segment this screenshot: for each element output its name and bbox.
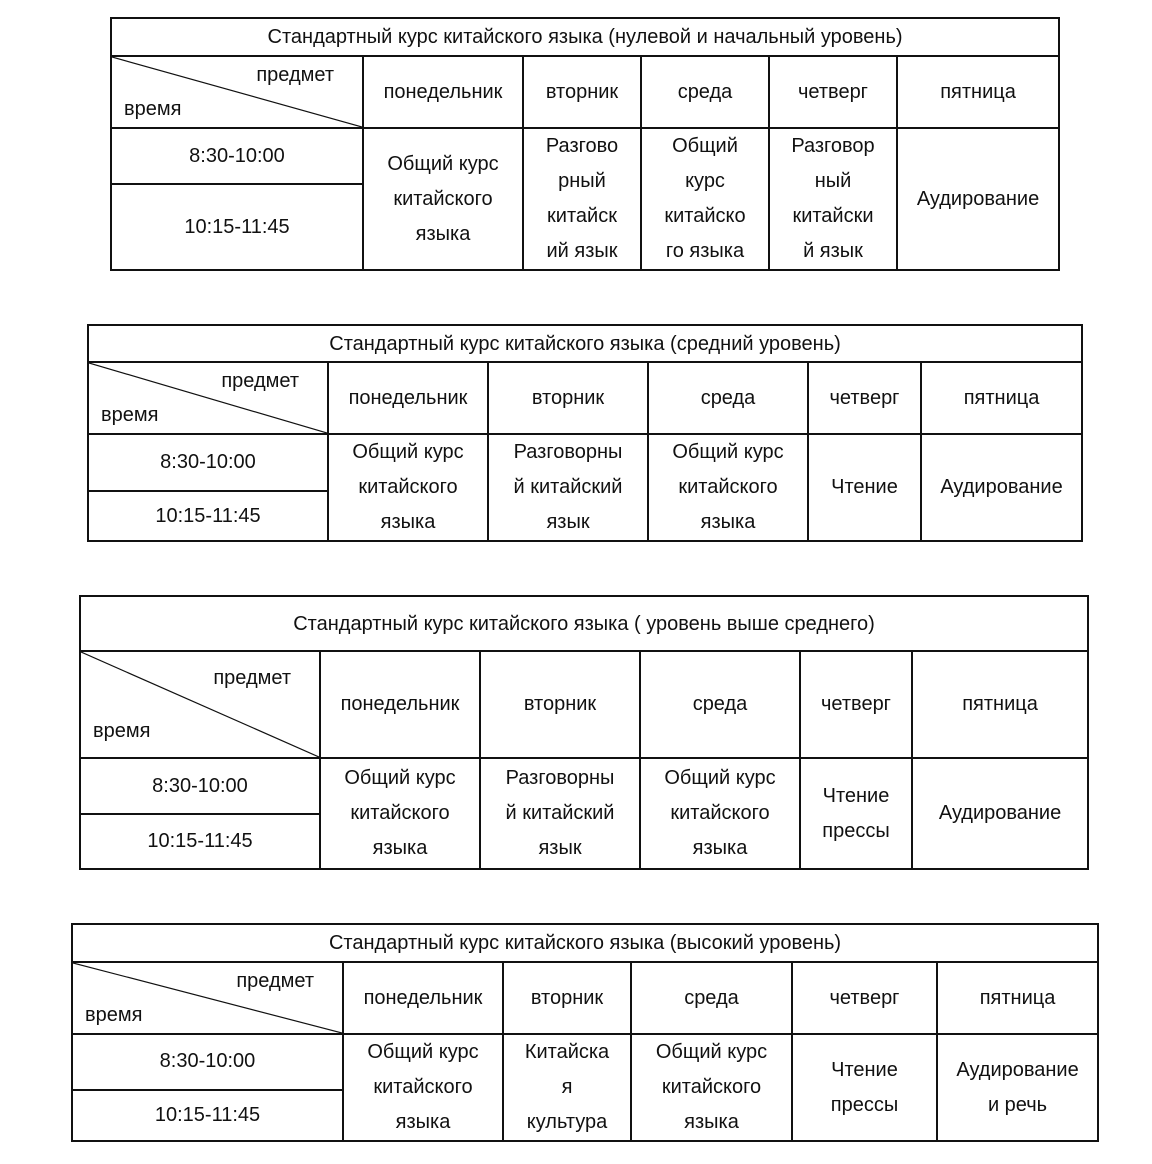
day-header-wednesday: среда — [640, 651, 800, 758]
class-text-line: китайского — [678, 476, 778, 498]
class-cell — [792, 1034, 937, 1141]
class-text-line: китайского — [350, 802, 450, 824]
table-title: Стандартный курс китайского языка ( уровень выше среднего) — [80, 596, 1088, 651]
day-header-friday: пятница — [937, 962, 1098, 1034]
day-header-thursday: четверг — [792, 962, 937, 1034]
class-cell — [523, 128, 641, 270]
class-cell — [912, 758, 1088, 869]
time-label: время — [85, 1004, 143, 1026]
day-header-friday: пятница — [912, 651, 1088, 758]
day-header-thursday: четверг — [808, 362, 921, 434]
class-text-line: Общий курс — [387, 152, 499, 175]
day-header-tuesday: вторник — [503, 962, 631, 1034]
class-cell — [769, 128, 897, 270]
time-slot-2: 10:15-11:45 — [111, 184, 363, 270]
corner-header — [72, 962, 343, 1034]
class-cell — [328, 434, 488, 541]
schedule-table-advanced — [71, 923, 1099, 1142]
day-header-monday: понедельник — [328, 362, 488, 434]
day-header-monday: понедельник — [343, 962, 503, 1034]
time-label: время — [124, 98, 182, 120]
class-cell — [648, 434, 808, 541]
subject-label: предмет — [236, 970, 314, 992]
class-cell — [800, 758, 912, 869]
class-text-line: Разгово — [545, 135, 619, 157]
class-cell — [640, 758, 800, 869]
class-text-line: Общий курс — [344, 767, 456, 789]
class-text-line: Общий курс — [664, 767, 776, 789]
class-text-line: Чтение — [822, 784, 890, 807]
class-text-line: Китайска — [524, 1041, 610, 1063]
class-text-line: ный — [814, 170, 852, 192]
corner-header — [111, 56, 363, 128]
day-header-tuesday: вторник — [480, 651, 640, 758]
class-text-line: Разговор — [791, 135, 875, 157]
time-slot-2: 10:15-11:45 — [72, 1090, 343, 1141]
time-slot-1: 8:30-10:00 — [72, 1034, 343, 1090]
class-text-line: Общий курс — [352, 441, 464, 463]
class-text-line: китайски — [792, 205, 874, 227]
day-header-friday: пятница — [921, 362, 1082, 434]
class-text-line: культура — [526, 1111, 608, 1133]
class-text-line: Общий курс — [655, 1041, 768, 1063]
class-text-line: ий язык — [546, 240, 618, 262]
day-header-tuesday: вторник — [488, 362, 648, 434]
class-text-line: языка — [415, 222, 471, 245]
class-text-line: прессы — [822, 819, 890, 842]
class-text-line: китайского — [661, 1076, 762, 1098]
class-text-line: языка — [700, 511, 756, 533]
time-slot-1: 8:30-10:00 — [88, 434, 328, 491]
class-text-line: китайского — [358, 476, 458, 498]
day-header-monday: понедельник — [363, 56, 523, 128]
class-cell — [921, 434, 1082, 541]
class-text-line: рный — [558, 170, 606, 192]
class-text-line: Чтение — [831, 476, 898, 498]
class-text-line: языка — [380, 511, 436, 533]
time-slot-1: 8:30-10:00 — [111, 128, 363, 184]
class-text-line: языка — [395, 1111, 451, 1133]
subject-label: предмет — [213, 667, 291, 689]
class-text-line: китайско — [664, 205, 746, 227]
class-text-line: Общий курс — [367, 1041, 479, 1063]
class-text-line: й язык — [803, 240, 863, 262]
subject-label: предмет — [221, 370, 299, 392]
class-text-line: языка — [684, 1111, 739, 1133]
class-text-line: Чтение — [831, 1058, 898, 1081]
class-text-line: китайского — [393, 187, 493, 210]
class-cell — [641, 128, 769, 270]
time-label: время — [101, 404, 159, 426]
day-header-wednesday: среда — [641, 56, 769, 128]
class-text-line: й китайский — [513, 476, 623, 498]
class-text-line: Разговорны — [513, 441, 623, 463]
class-cell — [320, 758, 480, 869]
class-cell — [488, 434, 648, 541]
class-text-line: Аудирование — [956, 1058, 1079, 1081]
class-cell — [343, 1034, 503, 1141]
class-text-line: курс — [685, 170, 725, 192]
class-text-line: китайского — [670, 802, 770, 824]
table-title: Стандартный курс китайского языка (нулевой и начальный уровень) — [111, 18, 1059, 56]
class-text-line: язык — [538, 837, 582, 859]
class-cell — [937, 1034, 1098, 1141]
class-text-line: языка — [372, 837, 428, 859]
day-header-monday: понедельник — [320, 651, 480, 758]
subject-label: предмет — [256, 64, 334, 86]
class-text-line: китайского — [373, 1076, 473, 1098]
class-text-line: и речь — [987, 1093, 1048, 1116]
day-header-wednesday: среда — [631, 962, 792, 1034]
class-text-line: Общий — [672, 135, 738, 157]
schedule-table-beginner — [110, 17, 1060, 271]
class-text-line: Аудирование — [940, 476, 1063, 498]
class-text-line: прессы — [830, 1093, 899, 1116]
schedule-table-upper-intermediate — [79, 595, 1089, 870]
schedule-table-intermediate — [87, 324, 1083, 542]
corner-header — [80, 651, 320, 758]
day-header-wednesday: среда — [648, 362, 808, 434]
class-text-line: язык — [546, 511, 590, 533]
corner-header — [88, 362, 328, 434]
class-text-line: й китайский — [505, 802, 615, 824]
class-text-line: го языка — [665, 240, 745, 262]
class-cell — [897, 128, 1059, 270]
table-title: Стандартный курс китайского языка (средний уровень) — [88, 325, 1082, 362]
class-text-line: Аудирование — [916, 187, 1040, 210]
class-cell — [808, 434, 921, 541]
class-text-line: Разговорны — [505, 767, 615, 789]
day-header-tuesday: вторник — [523, 56, 641, 128]
day-header-friday: пятница — [897, 56, 1059, 128]
day-header-thursday: четверг — [769, 56, 897, 128]
class-text-line: китайск — [547, 205, 617, 227]
class-text-line: Аудирование — [938, 802, 1062, 824]
class-cell — [480, 758, 640, 869]
time-slot-1: 8:30-10:00 — [80, 758, 320, 814]
time-slot-2: 10:15-11:45 — [80, 814, 320, 869]
class-cell — [631, 1034, 792, 1141]
table-title: Стандартный курс китайского языка (высокий уровень) — [72, 924, 1098, 962]
class-cell — [363, 128, 523, 270]
class-text-line: Общий курс — [672, 441, 784, 463]
class-text-line: я — [561, 1076, 573, 1098]
time-label: время — [93, 720, 151, 742]
time-slot-2: 10:15-11:45 — [88, 491, 328, 541]
class-text-line: языка — [692, 837, 748, 859]
class-cell — [503, 1034, 631, 1141]
day-header-thursday: четверг — [800, 651, 912, 758]
